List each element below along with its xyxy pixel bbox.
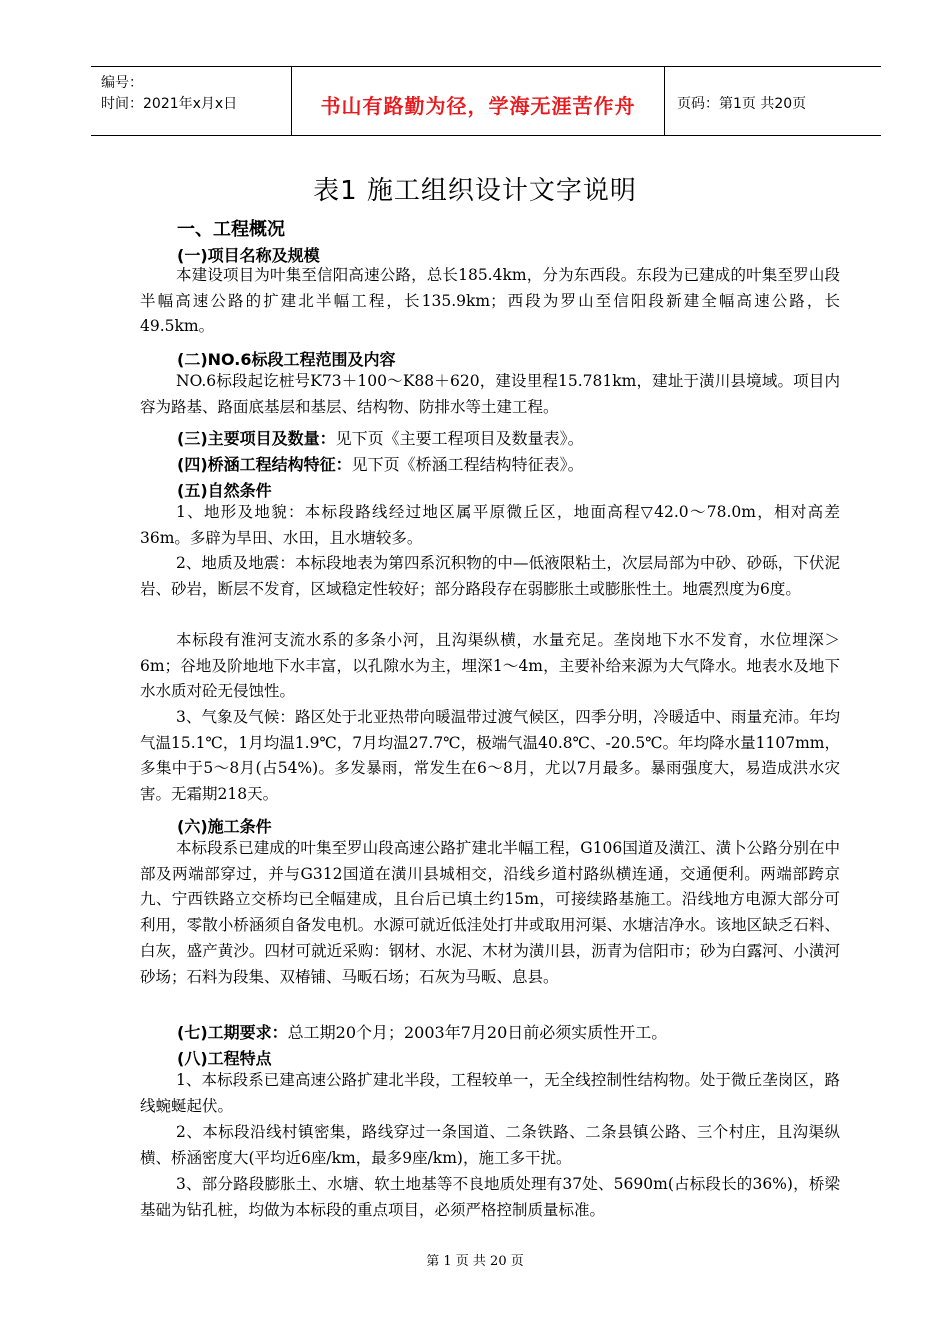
time-label: 时间：2021年x月x日	[101, 96, 238, 112]
header-page-cell	[665, 67, 881, 135]
subsection-label: (七)工期要求：	[177, 1023, 288, 1042]
header-motto-cell	[292, 67, 665, 135]
paragraph: 3、气象及气候：路区处于北亚热带向暖温带过渡气候区，四季分明，冷暖适中、雨量充沛。年均气温15.1℃，1月均温1.9℃，7月均温27.7℃，极端气温40.8℃、-20.5℃。年均降水量1107mm，多集中于5～8月(占54%)。多发暴雨，常发生在6～8月，尤以7月最多。暴雨强度大，易造成洪水灾害。无霜期218天。	[140, 708, 840, 804]
document-title: 表1 施工组织设计文字说明	[313, 176, 637, 206]
header-info-cell	[91, 67, 292, 135]
paragraph: 本标段系已建成的叶集至罗山段高速公路扩建北半幅工程，G106国道及潢江、潢卜公路分别在中部及两端部穿过，并与G312国道在潢川县城相交，沿线乡道村路纵横连通，交通便利。两端部跨京九、宁西铁路立交桥均已全幅建成，且台后已填土约15m，可接续路基施工。沿线地方电源大部分可利用，零散小桥涵须自备发电机。水源可就近低洼处打井或取用河渠、水塘洁净水。该地区缺乏石料、白灰，盛产黄沙。四材可就近采购：钢材、水泥、木材为潢川县，沥青为信阳市；砂为白露河、小潢河砂场；石料为段集、双椿铺、马畈石场；石灰为马畈、息县。	[140, 839, 840, 986]
subsection-heading: (六)施工条件	[177, 817, 272, 836]
subsection-heading: (二)NO.6标段工程范围及内容	[177, 350, 396, 369]
subsection-label: (三)主要项目及数量：	[177, 429, 336, 448]
subsection-heading: (八)工程特点	[177, 1049, 272, 1068]
motto-text: 书山有路勤为径，学海无涯苦作舟	[320, 94, 636, 118]
subsection-text: 见下页《主要工程项目及数量表》。	[335, 429, 584, 448]
subsection-text: 见下页《桥涵工程结构特征表》。	[351, 455, 584, 474]
page-header	[91, 66, 881, 136]
paragraph: 2、地质及地震：本标段地表为第四系沉积物的中—低液限粘土，次层局部为中砂、砂砾，下伏泥岩、砂岩，断层不发育，区域稳定性较好；部分路段存在弱膨胀土或膨胀性土。地震烈度为6度。	[140, 554, 840, 598]
subsection-heading: (一)项目名称及规模	[177, 246, 320, 265]
page-footer: 第 1 页 共 20 页	[426, 1254, 524, 1269]
doc-number-label: 编号：	[101, 75, 143, 91]
subsection-heading	[177, 1020, 667, 1043]
paragraph: 3、部分路段膨胀土、水塘、软土地基等不良地质处理有37处、5690m(占标段长的36%)，桥梁基础为钻孔桩，均做为本标段的重点项目，必须严格控制质量标准。	[140, 1175, 840, 1219]
page-info: 页码：第1页 共20页	[677, 96, 807, 112]
paragraph: 1、地形及地貌：本标段路线经过地区属平原微丘区，地面高程▽42.0～78.0m，相对高差36m。多辟为旱田、水田，且水塘较多。	[140, 503, 840, 547]
subsection-label: (四)桥涵工程结构特征：	[177, 455, 352, 474]
subsection-heading	[177, 452, 584, 475]
paragraph: 2、本标段沿线村镇密集，路线穿过一条国道、二条铁路、二条县镇公路、三个村庄，且沟渠纵横、桥涵密度大(平均近6座/km，最多9座/km)，施工多干扰。	[140, 1123, 840, 1167]
paragraph: 1、本标段系已建高速公路扩建北半段，工程较单一，无全线控制性结构物。处于微丘垄岗区，路线蜿蜒起伏。	[140, 1071, 840, 1115]
subsection-heading	[177, 426, 584, 449]
subsection-text: 总工期20个月；2003年7月20日前必须实质性开工。	[287, 1023, 668, 1042]
subsection-heading: (五)自然条件	[177, 481, 272, 500]
paragraph: 本建设项目为叶集至信阳高速公路，总长185.4km，分为东西段。东段为已建成的叶集至罗山段半幅高速公路的扩建北半幅工程，长135.9km；西段为罗山至信阳段新建全幅高速公路，长49.5km。	[140, 266, 840, 336]
section-heading: 一、工程概况	[177, 219, 285, 240]
paragraph: NO.6标段起讫桩号K73＋100～K88＋620，建设里程15.781km，建址于潢川县境域。项目内容为路基、路面底基层和基层、结构物、防排水等土建工程。	[140, 372, 840, 416]
paragraph: 本标段有淮河支流水系的多条小河，且沟渠纵横，水量充足。垄岗地下水不发育，水位埋深＞6m；谷地及阶地地下水丰富，以孔隙水为主，埋深1～4m，主要补给来源为大气降水。地表水及地下水水质对砼无侵蚀性。	[140, 631, 840, 701]
